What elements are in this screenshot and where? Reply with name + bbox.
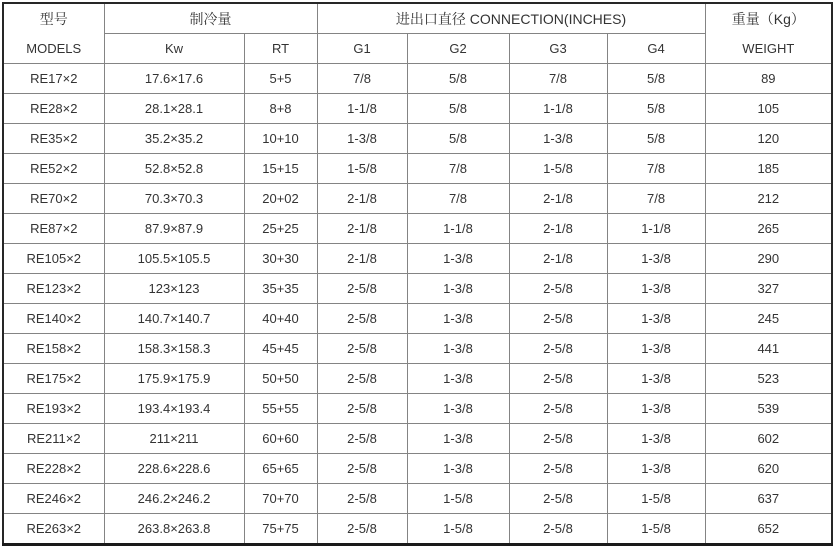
table-cell: 1-1/8 xyxy=(607,214,705,244)
table-row xyxy=(3,184,832,214)
table-cell: 1-3/8 xyxy=(607,364,705,394)
table-cell: RE52×2 xyxy=(3,154,104,184)
table-cell: 1-5/8 xyxy=(407,514,509,545)
header-g3: G3 xyxy=(509,34,607,64)
table-row xyxy=(3,94,832,124)
table-cell: 263.8×263.8 xyxy=(104,514,244,545)
table-cell: 2-5/8 xyxy=(317,424,407,454)
table-cell: 1-5/8 xyxy=(607,484,705,514)
table-cell: 52.8×52.8 xyxy=(104,154,244,184)
header-g2: G2 xyxy=(407,34,509,64)
table-cell: 2-1/8 xyxy=(317,184,407,214)
table-cell: 2-1/8 xyxy=(509,244,607,274)
table-cell: 105.5×105.5 xyxy=(104,244,244,274)
table-cell: 2-1/8 xyxy=(317,244,407,274)
table-row xyxy=(3,424,832,454)
table-cell: 28.1×28.1 xyxy=(104,94,244,124)
table-cell: 17.6×17.6 xyxy=(104,64,244,94)
table-cell: 5/8 xyxy=(607,64,705,94)
table-cell: 2-5/8 xyxy=(317,274,407,304)
table-row xyxy=(3,484,832,514)
table-cell: 1-3/8 xyxy=(407,304,509,334)
table-cell: RE193×2 xyxy=(3,394,104,424)
table-cell: 1-5/8 xyxy=(509,154,607,184)
table-cell: 175.9×175.9 xyxy=(104,364,244,394)
table-cell: 2-5/8 xyxy=(317,454,407,484)
table-row xyxy=(3,154,832,184)
table-cell: 7/8 xyxy=(407,154,509,184)
table-cell: 89 xyxy=(705,64,832,94)
table-cell: 1-1/8 xyxy=(407,214,509,244)
table-cell: 2-5/8 xyxy=(509,334,607,364)
header-connection: 进出口直径 CONNECTION(INCHES) xyxy=(317,3,705,34)
table-cell: 65+65 xyxy=(244,454,317,484)
table-cell: 539 xyxy=(705,394,832,424)
table-cell: 1-3/8 xyxy=(407,274,509,304)
table-cell: RE105×2 xyxy=(3,244,104,274)
table-cell: 2-5/8 xyxy=(317,514,407,545)
header-weight xyxy=(705,3,832,64)
table-cell: 2-5/8 xyxy=(317,304,407,334)
table-cell: 265 xyxy=(705,214,832,244)
table-cell: 620 xyxy=(705,454,832,484)
header-models-zh: 型号 xyxy=(39,11,68,27)
table-row xyxy=(3,64,832,94)
table-cell: 1-5/8 xyxy=(317,154,407,184)
table-cell: RE228×2 xyxy=(3,454,104,484)
table-cell: RE263×2 xyxy=(3,514,104,545)
header-models xyxy=(3,3,104,64)
header-models-en: MODELS xyxy=(26,40,82,56)
table-cell: 1-5/8 xyxy=(607,514,705,545)
table-cell: 1-3/8 xyxy=(509,124,607,154)
table-cell: 5/8 xyxy=(607,94,705,124)
table-cell: 2-5/8 xyxy=(509,454,607,484)
table-cell: 185 xyxy=(705,154,832,184)
table-cell: 2-5/8 xyxy=(509,304,607,334)
spec-table xyxy=(2,2,833,546)
table-cell: 5/8 xyxy=(607,124,705,154)
table-cell: 637 xyxy=(705,484,832,514)
table-cell: 120 xyxy=(705,124,832,154)
table-cell: 40+40 xyxy=(244,304,317,334)
table-row xyxy=(3,304,832,334)
header-weight-zh: 重量（Kg） xyxy=(731,11,805,27)
table-cell: 2-1/8 xyxy=(509,184,607,214)
header-g1: G1 xyxy=(317,34,407,64)
table-cell: 1-5/8 xyxy=(407,484,509,514)
table-cell: 290 xyxy=(705,244,832,274)
table-cell: 193.4×193.4 xyxy=(104,394,244,424)
header-rt: RT xyxy=(244,34,317,64)
table-cell: 70.3×70.3 xyxy=(104,184,244,214)
table-cell: 5/8 xyxy=(407,64,509,94)
table-row xyxy=(3,214,832,244)
table-cell: 10+10 xyxy=(244,124,317,154)
table-cell: 50+50 xyxy=(244,364,317,394)
table-cell: 123×123 xyxy=(104,274,244,304)
table-cell: 30+30 xyxy=(244,244,317,274)
table-cell: 20+02 xyxy=(244,184,317,214)
table-cell: 55+55 xyxy=(244,394,317,424)
table-cell: 652 xyxy=(705,514,832,545)
table-cell: RE28×2 xyxy=(3,94,104,124)
table-cell: 60+60 xyxy=(244,424,317,454)
table-cell: 15+15 xyxy=(244,154,317,184)
table-row xyxy=(3,124,832,154)
table-cell: RE123×2 xyxy=(3,274,104,304)
table-cell: 523 xyxy=(705,364,832,394)
table-cell: 1-3/8 xyxy=(607,454,705,484)
table-cell: RE246×2 xyxy=(3,484,104,514)
table-row xyxy=(3,454,832,484)
table-cell: 2-1/8 xyxy=(317,214,407,244)
table-cell: 140.7×140.7 xyxy=(104,304,244,334)
table-cell: 1-3/8 xyxy=(407,244,509,274)
header-kw: Kw xyxy=(104,34,244,64)
table-cell: 1-3/8 xyxy=(607,334,705,364)
table-row xyxy=(3,244,832,274)
table-cell: 2-5/8 xyxy=(509,364,607,394)
table-cell: RE87×2 xyxy=(3,214,104,244)
table-cell: 105 xyxy=(705,94,832,124)
table-cell: 1-1/8 xyxy=(317,94,407,124)
table-cell: 7/8 xyxy=(509,64,607,94)
table-cell: RE17×2 xyxy=(3,64,104,94)
table-cell: RE35×2 xyxy=(3,124,104,154)
table-cell: 75+75 xyxy=(244,514,317,545)
table-cell: 2-5/8 xyxy=(317,484,407,514)
table-row xyxy=(3,394,832,424)
table-cell: RE175×2 xyxy=(3,364,104,394)
table-cell: 602 xyxy=(705,424,832,454)
table-cell: 212 xyxy=(705,184,832,214)
table-cell: 25+25 xyxy=(244,214,317,244)
table-cell: 5+5 xyxy=(244,64,317,94)
table-cell: 1-3/8 xyxy=(607,394,705,424)
table-cell: 246.2×246.2 xyxy=(104,484,244,514)
table-cell: 70+70 xyxy=(244,484,317,514)
table-cell: 8+8 xyxy=(244,94,317,124)
table-cell: 7/8 xyxy=(407,184,509,214)
table-cell: 7/8 xyxy=(317,64,407,94)
table-cell: RE211×2 xyxy=(3,424,104,454)
table-cell: 35+35 xyxy=(244,274,317,304)
table-cell: 35.2×35.2 xyxy=(104,124,244,154)
table-cell: 7/8 xyxy=(607,184,705,214)
table-cell: 2-5/8 xyxy=(317,394,407,424)
table-cell: 1-3/8 xyxy=(407,454,509,484)
table-row xyxy=(3,334,832,364)
table-cell: RE158×2 xyxy=(3,334,104,364)
table-cell: 1-3/8 xyxy=(407,394,509,424)
table-cell: 1-1/8 xyxy=(509,94,607,124)
table-row xyxy=(3,274,832,304)
table-cell: 2-5/8 xyxy=(317,334,407,364)
header-cooling: 制冷量 xyxy=(104,3,317,34)
header-weight-en: WEIGHT xyxy=(742,40,795,56)
table-cell: 1-3/8 xyxy=(407,334,509,364)
table-cell: 1-3/8 xyxy=(317,124,407,154)
table-cell: 441 xyxy=(705,334,832,364)
table-cell: 5/8 xyxy=(407,124,509,154)
header-g4: G4 xyxy=(607,34,705,64)
table-cell: 228.6×228.6 xyxy=(104,454,244,484)
table-row xyxy=(3,514,832,545)
table-cell: 1-3/8 xyxy=(607,244,705,274)
table-cell: 2-5/8 xyxy=(509,484,607,514)
table-cell: 327 xyxy=(705,274,832,304)
table-cell: 2-1/8 xyxy=(509,214,607,244)
table-cell: 245 xyxy=(705,304,832,334)
table-header xyxy=(3,3,832,64)
table-body xyxy=(3,64,832,545)
table-cell: 1-3/8 xyxy=(607,424,705,454)
table-cell: 2-5/8 xyxy=(509,424,607,454)
table-cell: 87.9×87.9 xyxy=(104,214,244,244)
table-cell: 2-5/8 xyxy=(509,394,607,424)
table-cell: 2-5/8 xyxy=(509,274,607,304)
header-row-1 xyxy=(3,3,832,34)
table-cell: RE70×2 xyxy=(3,184,104,214)
table-cell: 1-3/8 xyxy=(407,364,509,394)
table-cell: 1-3/8 xyxy=(607,274,705,304)
table-cell: 7/8 xyxy=(607,154,705,184)
table-cell: 1-3/8 xyxy=(407,424,509,454)
table-cell: 45+45 xyxy=(244,334,317,364)
table-cell: 2-5/8 xyxy=(317,364,407,394)
table-cell: 1-3/8 xyxy=(607,304,705,334)
table-cell: RE140×2 xyxy=(3,304,104,334)
table-cell: 158.3×158.3 xyxy=(104,334,244,364)
table-cell: 211×211 xyxy=(104,424,244,454)
table-cell: 5/8 xyxy=(407,94,509,124)
table-cell: 2-5/8 xyxy=(509,514,607,545)
table-row xyxy=(3,364,832,394)
